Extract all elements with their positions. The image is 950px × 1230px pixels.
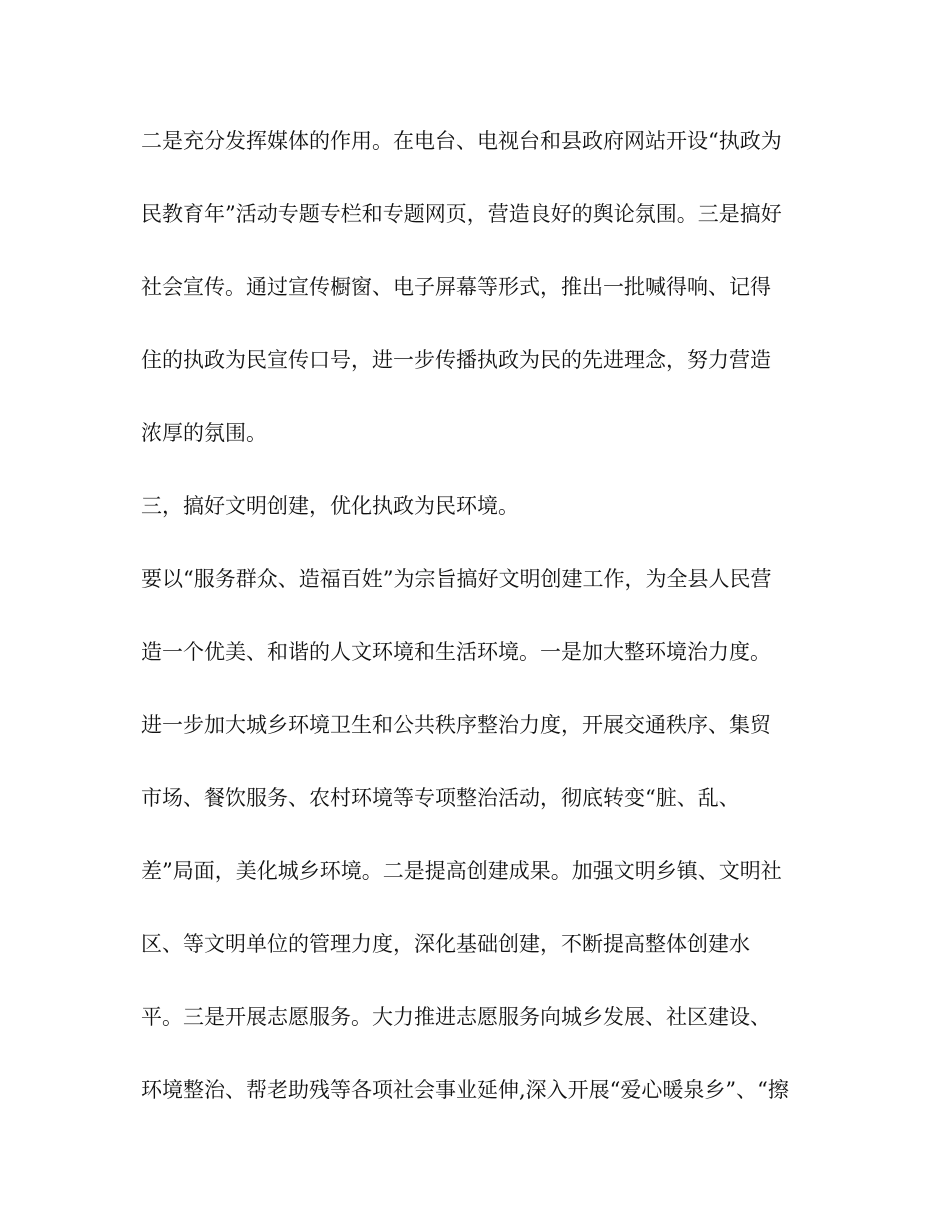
text-line: 差”局面，美化城乡环境。二是提高创建成果。加强文明乡镇、文明社 <box>141 859 782 883</box>
text-line: 环境整治、帮老助残等各项社会事业延伸,深入开展“爱心暖泉乡”、“擦 <box>141 1078 789 1102</box>
text-line: 住的执政为民宣传口号，进一步传播执政为民的先进理念，努力营造 <box>141 348 771 372</box>
text-line: 平。三是开展志愿服务。大力推进志愿服务向城乡发展、社区建设、 <box>141 1005 771 1029</box>
text-line: 进一步加大城乡环境卫生和公共秩序整治力度，开展交通秩序、集贸 <box>141 713 771 737</box>
text-line: 社会宣传。通过宣传橱窗、电子屏幕等形式，推出一批喊得响、记得 <box>141 275 771 299</box>
text-line: 浓厚的氛围。 <box>141 421 267 445</box>
text-line: 要以“服务群众、造福百姓”为宗旨搞好文明创建工作，为全县人民营 <box>141 567 772 591</box>
section-heading: 三，搞好文明创建，优化执政为民环境。 <box>141 494 519 518</box>
text-line: 造一个优美、和谐的人文环境和生活环境。一是加大整环境治力度。 <box>141 640 771 664</box>
text-line: 二是充分发挥媒体的作用。在电台、电视台和县政府网站开设“执政为 <box>141 129 782 153</box>
text-line: 市场、餐饮服务、农村环境等专项整治活动，彻底转变“脏、乱、 <box>141 786 740 810</box>
text-line: 民教育年”活动专题专栏和专题网页，营造良好的舆论氛围。三是搞好 <box>141 202 782 226</box>
text-line: 区、等文明单位的管理力度，深化基础创建，不断提高整体创建水 <box>141 932 750 956</box>
